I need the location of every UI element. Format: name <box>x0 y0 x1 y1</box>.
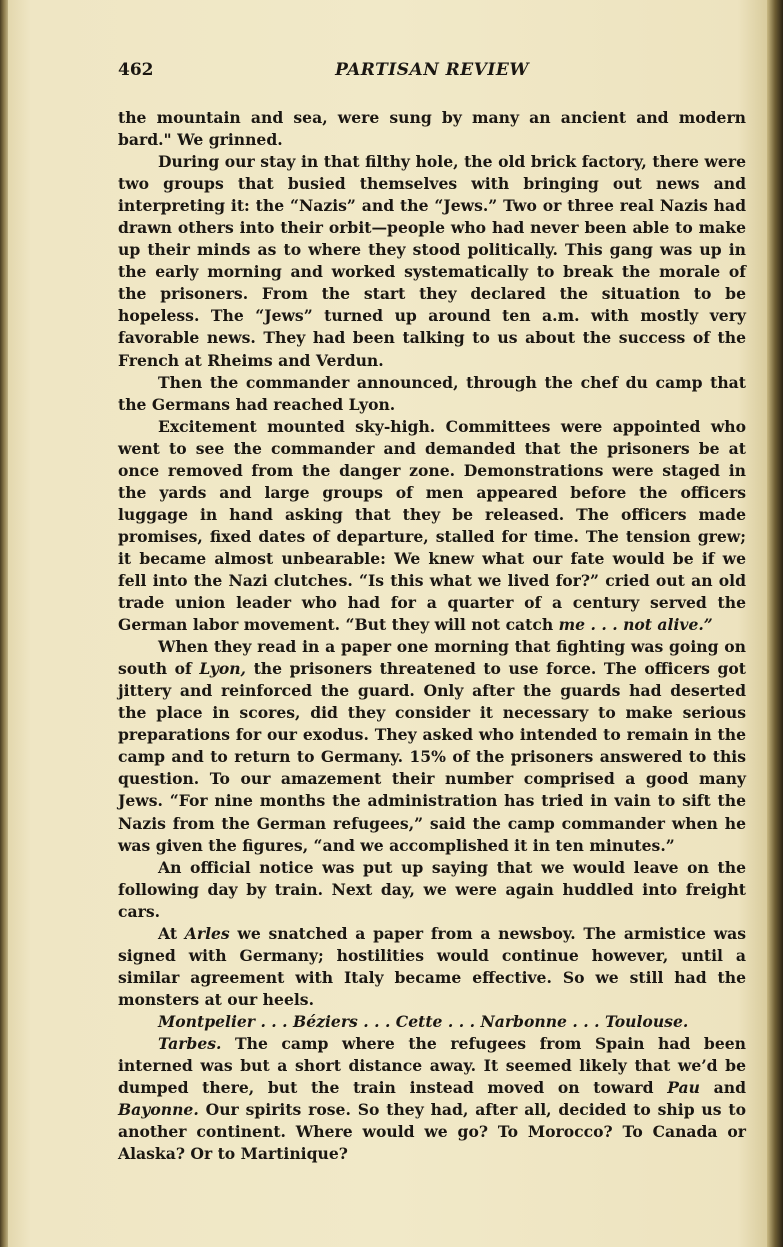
paragraph-5-lead: When they read in a paper one morning that fighting was going on south of <box>118 637 746 679</box>
page-right-edge <box>767 0 783 1247</box>
running-title: PARTISAN REVIEW <box>335 60 529 80</box>
paragraph-1: the mountain and sea, were sung by many an ancient and modern bard." We grinned. <box>118 108 746 150</box>
paragraph-7-rest: we snatched a paper from a newsboy. The armistice was signed with Germany; hostilities would continue however, until a similar agreement with Italy became effective. So we still had the monsters at our heels. <box>118 923 746 1009</box>
pau-italic: Pau <box>667 1078 700 1098</box>
paragraph-7-lead: At <box>158 923 185 943</box>
paragraph-6: An official notice was put up saying that we would leave on the following day by train. Next day, we were again huddled into freight cars. <box>118 857 746 921</box>
paragraph-5-rest: the prisoners threatened to use force. The officers got jittery and reinforced the guard. Only after the guards had deserted the place in scores, did they consider it necessary to make serious preparations for our exodus. They asked who intended to remain in the camp and to return to Germany. 15% of the prisoners answered to this question. To our amazement their number comprised a good many Jews. “For nine months the administration has tried in vain to sift the Nazis from the German refugees,” said the camp commander when he was given the figures, “and we accomplished it in ten minutes.” <box>118 659 746 855</box>
tarbes-italic: Tarbes. <box>158 1033 222 1053</box>
paragraph-4-text: Excitement mounted sky-high. Committees were appointed who went to see the commander and demanded that the prisoners be at once removed from the danger zone. Demonstrations were staged in the yards and large groups of men appeared before the officers luggage in hand asking that they be released. The officers made promises, fixed dates of departure, stalled for time. The tension grew; it became almost unbearable: We knew what our fate would be if we fell into the Nazi clutches. “Is this what we lived for?” cried out an old trade union leader who had for a quarter of a century served the German labor movement. “But they will not catch <box>118 416 746 635</box>
me-not-alive-italic: me . . . not alive.” <box>558 615 713 635</box>
page-number: 462 <box>118 60 154 80</box>
arles-italic: Arles <box>184 923 230 943</box>
paragraph-9 <box>118 1033 746 1165</box>
bayonne-italic: Bayonne. <box>118 1100 199 1120</box>
paragraph-8-towns <box>118 1011 746 1033</box>
paragraph-2: During our stay in that filthy hole, the old brick factory, there were two groups that busied themselves with bringing out news and interpreting it: the “Nazis” and the “Jews.” Two or three real Nazis had drawn others into their orbit—people who had never been able to make up their minds as to where they stood politically. This gang was up in the early morning and worked systematically to break the morale of the prisoners. From the start they declared the situation to be hopeless. The “Jews” turned up around ten a.m. with mostly very favorable news. They had been talking to us about the success of the French at Rheims and Verdun. <box>118 152 746 370</box>
and-word: and <box>699 1078 746 1098</box>
paragraph-9-part1: The camp where the refugees from Spain had been interned was but a short distance away. It seemed likely that we’d be dumped there, but the train instead moved on toward <box>118 1033 746 1098</box>
paragraph-9-part2: Our spirits rose. So they had, after all, decided to ship us to another continent. Where would we go? To Morocco? To Canada or Alaska? Or to Martinique? <box>118 1100 746 1164</box>
paragraph-5 <box>118 636 746 856</box>
lyon-italic: Lyon, <box>199 659 246 679</box>
paragraph-3: Then the commander announced, through the chef du camp that the Germans had reached Lyon. <box>118 372 746 414</box>
article-body <box>118 107 746 1165</box>
paragraph-4 <box>118 416 746 636</box>
paragraph-7 <box>118 923 746 1011</box>
page-header <box>118 60 746 90</box>
towns-line: Montpelier . . . Béziers . . . Cette . . . Narbonne . . . Toulouse. <box>158 1011 689 1031</box>
